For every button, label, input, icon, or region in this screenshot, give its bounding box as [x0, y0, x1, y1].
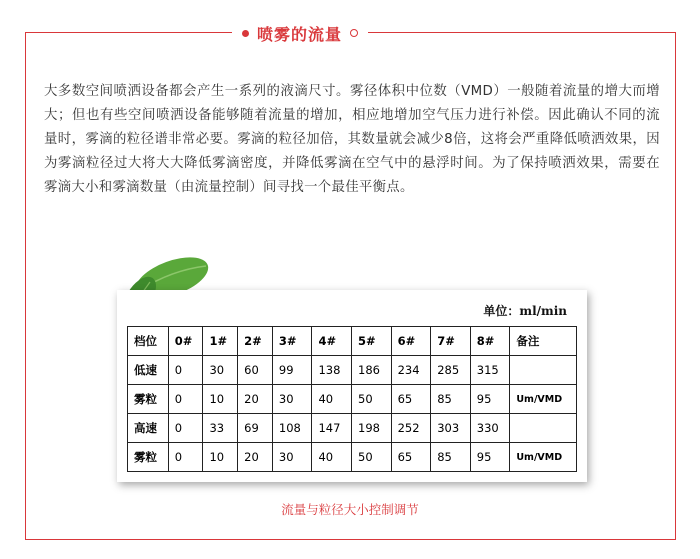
table-cell: 65 — [391, 385, 431, 414]
header-cell: 档位 — [128, 327, 169, 356]
header-cell: 1# — [203, 327, 238, 356]
table-cell: 10 — [203, 385, 238, 414]
table-cell: 33 — [203, 414, 238, 443]
article-paragraph: 大多数空间喷洒设备都会产生一系列的液滴尺寸。雾径体积中位数（VMD）一般随着流量的增大而增大；但也有些空间喷洒设备能够随着流量的增加，相应地增加空气压力进行补偿。因此确认不同的流量时，雾滴的粒径谱非常必要。雾滴的粒径加倍，其数量就会减少8倍，这将会严重降低喷洒效果，因为雾滴粒径过大将大大降低雾滴密度，并降低雾滴在空气中的悬浮时间。为了保持喷洒效果，需要在雾滴大小和雾滴数量（由流量控制）间寻找一个最佳平衡点。 — [44, 84, 660, 195]
table-cell: 252 — [391, 414, 431, 443]
table-cell: 95 — [470, 443, 510, 472]
table-cell: 198 — [352, 414, 392, 443]
table-cell: 30 — [272, 443, 312, 472]
table-cell: 285 — [431, 356, 471, 385]
row-label-cell: 雾粒 — [128, 443, 169, 472]
table-cell: 95 — [470, 385, 510, 414]
table-cell: 60 — [238, 356, 273, 385]
header-cell: 4# — [312, 327, 352, 356]
table-cell: 147 — [312, 414, 352, 443]
table-cell: 69 — [238, 414, 273, 443]
header-cell: 备注 — [510, 327, 577, 356]
table-caption: 流量与粒径大小控制调节 — [281, 502, 419, 517]
table-row — [128, 385, 577, 414]
table-cell: 0 — [168, 443, 203, 472]
table-cell: 186 — [352, 356, 392, 385]
flow-table — [127, 326, 577, 472]
table-cell: 85 — [431, 385, 471, 414]
header-cell: 7# — [431, 327, 471, 356]
table-cell: 40 — [312, 443, 352, 472]
note-cell: Um/VMD — [510, 385, 577, 414]
table-cell: 330 — [470, 414, 510, 443]
row-label-cell: 高速 — [128, 414, 169, 443]
table-cell: 108 — [272, 414, 312, 443]
table-cell: 85 — [431, 443, 471, 472]
table-cell: 65 — [391, 443, 431, 472]
header-cell: 5# — [352, 327, 392, 356]
header-cell: 6# — [391, 327, 431, 356]
table-cell: 10 — [203, 443, 238, 472]
table-cell: 40 — [312, 385, 352, 414]
table-cell: 50 — [352, 443, 392, 472]
unit-label: 单位：ml/min — [483, 304, 567, 318]
table-cell: 30 — [272, 385, 312, 414]
table-cell: 138 — [312, 356, 352, 385]
table-cell: 0 — [168, 385, 203, 414]
section-title-bar — [232, 22, 368, 44]
header-cell: 2# — [238, 327, 273, 356]
table-row — [128, 414, 577, 443]
row-label-cell: 低速 — [128, 356, 169, 385]
header-cell: 3# — [272, 327, 312, 356]
row-label-cell: 雾粒 — [128, 385, 169, 414]
flow-table-card — [117, 290, 587, 482]
table-cell: 20 — [238, 385, 273, 414]
note-cell — [510, 414, 577, 443]
table-cell: 99 — [272, 356, 312, 385]
section-title: 喷雾的流量 — [257, 24, 343, 44]
table-cell: 30 — [203, 356, 238, 385]
table-cell: 20 — [238, 443, 273, 472]
table-row — [128, 356, 577, 385]
table-cell: 315 — [470, 356, 510, 385]
header-cell: 8# — [470, 327, 510, 356]
note-cell — [510, 356, 577, 385]
table-cell: 0 — [168, 414, 203, 443]
table-header-row — [128, 327, 577, 356]
table-cell: 0 — [168, 356, 203, 385]
header-cell: 0# — [168, 327, 203, 356]
table-cell: 303 — [431, 414, 471, 443]
bullet-dot-icon — [242, 30, 249, 37]
note-cell: Um/VMD — [510, 443, 577, 472]
table-row — [128, 443, 577, 472]
table-cell: 50 — [352, 385, 392, 414]
ring-dot-icon — [350, 29, 358, 37]
table-cell: 234 — [391, 356, 431, 385]
